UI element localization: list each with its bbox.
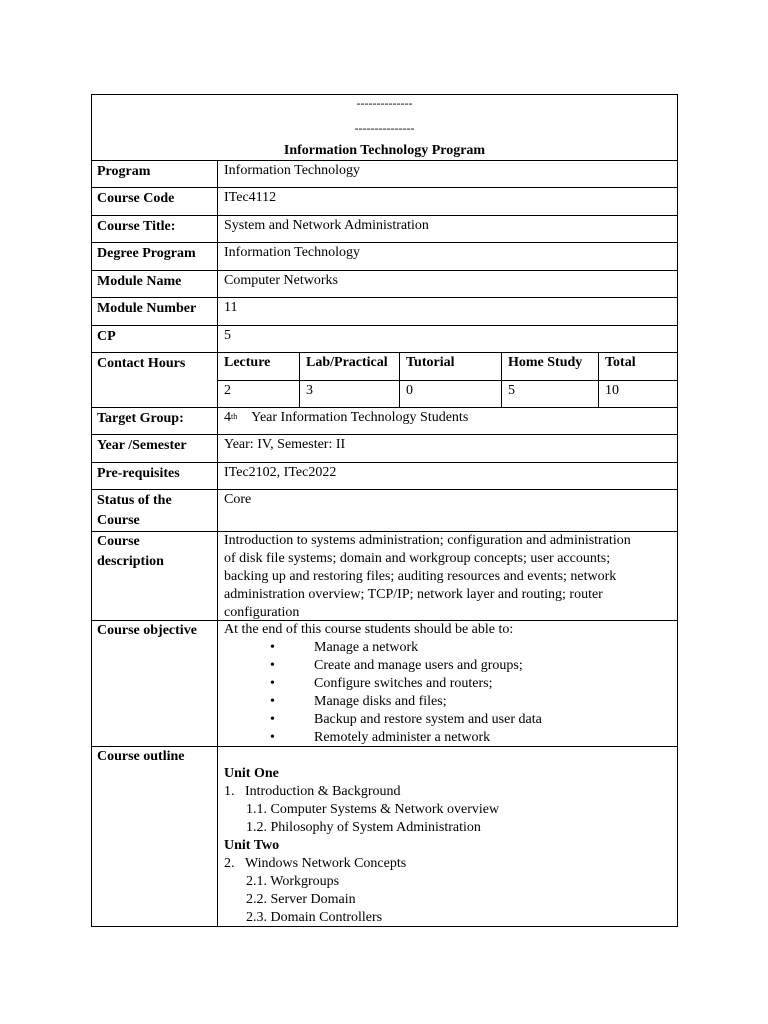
outline-subitem: 2.3. Domain Controllers — [246, 910, 383, 925]
bullet-icon: • — [270, 658, 275, 673]
header-dash-1: -------------- — [356, 96, 413, 110]
row-value: Computer Networks — [224, 273, 338, 288]
contact-value-cell: 3 — [300, 381, 400, 407]
contact-hours-grid — [218, 353, 677, 407]
outline-subitem: 1.1. Computer Systems & Network overview — [246, 802, 500, 817]
row-value — [218, 408, 677, 434]
description-line: of disk file systems; domain and workgroup concepts; user accounts; — [224, 551, 611, 566]
contact-value-cell: 2 — [218, 381, 300, 407]
table-row — [92, 435, 677, 463]
bullet-icon: • — [270, 694, 275, 709]
objective-item: Configure switches and routers; — [314, 676, 493, 691]
course-outline-content — [218, 747, 677, 926]
objective-item: Create and manage users and groups; — [314, 658, 523, 673]
row-value: 5 — [224, 328, 231, 343]
contact-value-cell: 5 — [502, 381, 599, 407]
contact-value-cell: 0 — [400, 381, 502, 407]
contact-header-cell: Total — [605, 355, 636, 370]
table-row — [92, 271, 677, 298]
objective-item: Remotely administer a network — [314, 730, 491, 745]
row-value: ITec4112 — [224, 190, 277, 205]
ordinal-suffix: th — [231, 412, 238, 421]
objective-item: Manage disks and files; — [314, 694, 447, 709]
row-label: Contact Hours — [92, 353, 218, 407]
row-value: Information Technology — [224, 163, 361, 178]
table-row — [92, 463, 677, 490]
row-value: System and Network Administration — [224, 218, 429, 233]
course-objective-row — [92, 621, 677, 747]
row-value: Core — [224, 492, 252, 507]
row-label: Degree Program — [92, 243, 218, 270]
contact-hours-values — [218, 380, 677, 407]
bullet-icon: • — [270, 712, 275, 727]
table-row — [92, 298, 677, 326]
unit-heading: Unit Two — [224, 838, 280, 853]
contact-hours-header — [218, 353, 677, 380]
header-dash-2: --------------- — [354, 121, 415, 135]
list-item — [224, 657, 671, 675]
row-label: Course Code — [92, 188, 218, 215]
table-row — [92, 216, 677, 243]
course-table — [91, 94, 678, 927]
outline-subitem: 2.1. Workgroups — [246, 874, 340, 889]
description-line: administration overview; TCP/IP; network layer and routing; router — [224, 587, 603, 602]
course-description-row — [92, 532, 677, 621]
objective-item: Manage a network — [314, 640, 419, 655]
list-item — [224, 729, 671, 747]
label-line: description — [97, 554, 164, 569]
table-row — [92, 188, 677, 216]
table-row — [92, 243, 677, 271]
course-description-text — [218, 532, 677, 620]
objective-item: Backup and restore system and user data — [314, 712, 542, 727]
bullet-icon: • — [270, 676, 275, 691]
list-item — [224, 639, 671, 657]
target-group-text: Year Information Technology Students — [251, 410, 469, 425]
row-value: ITec2102, ITec2022 — [224, 465, 337, 480]
row-value: 11 — [224, 300, 238, 315]
contact-header-cell: Home Study — [502, 353, 599, 380]
row-label: CP — [92, 326, 218, 352]
row-label: Program — [92, 161, 218, 187]
description-line: configuration — [224, 605, 300, 620]
contact-value-cell: 10 — [605, 383, 619, 398]
course-objective-content — [218, 621, 677, 746]
label-line: Course — [97, 513, 140, 528]
table-row — [92, 408, 677, 435]
objective-intro: At the end of this course students should be able to: — [224, 622, 514, 637]
list-item — [224, 675, 671, 693]
row-label: Module Name — [92, 271, 218, 297]
label-line: Course — [97, 534, 140, 549]
table-row — [92, 490, 677, 532]
unit-heading: Unit One — [224, 766, 279, 781]
row-label: Module Number — [92, 298, 218, 325]
row-label: Course Title: — [92, 216, 218, 242]
row-label: Target Group: — [92, 408, 218, 434]
year-number: 4 — [224, 410, 231, 425]
list-item — [224, 711, 671, 729]
contact-header-cell: Tutorial — [400, 353, 502, 380]
row-label: Year /Semester — [92, 435, 218, 462]
outline-subitem: 1.2. Philosophy of System Administration — [246, 820, 481, 835]
row-value: Year: IV, Semester: II — [224, 437, 346, 452]
contact-hours-row — [92, 353, 677, 408]
program-heading: Information Technology Program — [283, 143, 486, 158]
row-label: Course outline — [92, 747, 218, 926]
row-value: Information Technology — [224, 245, 361, 260]
outline-item: 1. Introduction & Background — [224, 784, 401, 799]
table-header — [92, 95, 677, 161]
contact-header-cell: Lab/Practical — [300, 353, 400, 380]
row-label — [92, 490, 218, 531]
course-outline-row — [92, 747, 677, 926]
list-item — [224, 693, 671, 711]
table-row — [92, 161, 677, 188]
label-line: Status of the — [97, 493, 172, 508]
row-label: Course objective — [92, 621, 218, 746]
table-row — [92, 326, 677, 353]
row-label: Pre-requisites — [92, 463, 218, 489]
outline-subitem: 2.2. Server Domain — [246, 892, 356, 907]
description-line: Introduction to systems administration; configuration and administration — [224, 533, 631, 548]
row-label — [92, 532, 218, 620]
bullet-icon: • — [270, 730, 275, 745]
description-line: backing up and restoring files; auditing resources and events; network — [224, 569, 617, 584]
bullet-icon: • — [270, 640, 275, 655]
outline-item: 2. Windows Network Concepts — [224, 856, 407, 871]
contact-header-cell: Lecture — [218, 353, 300, 380]
